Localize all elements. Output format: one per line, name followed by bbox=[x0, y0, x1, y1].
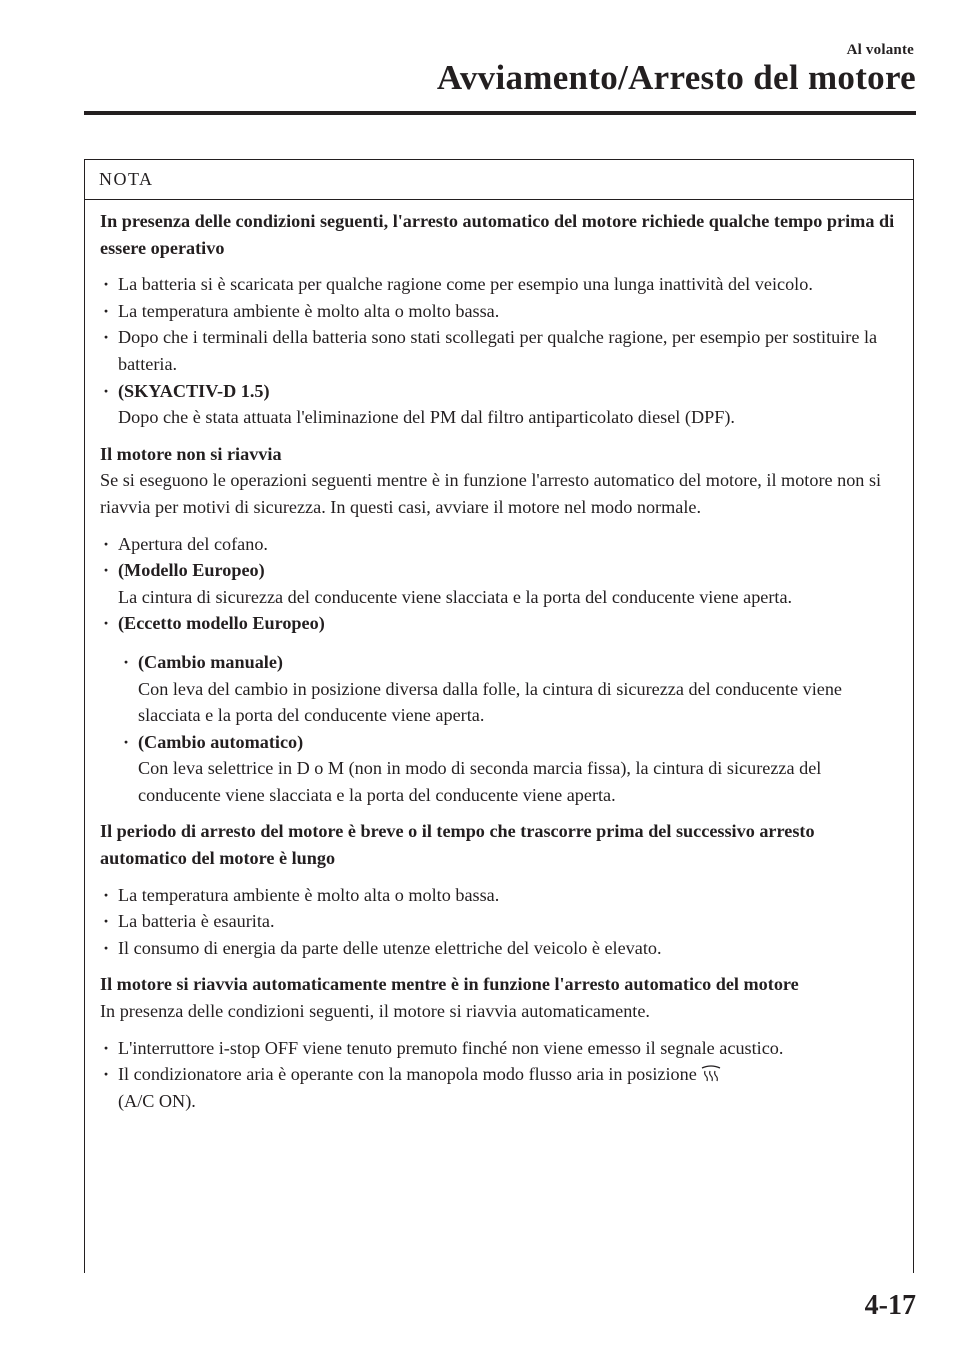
block3-list bbox=[100, 882, 897, 962]
note-block-2 bbox=[100, 441, 897, 809]
list-item: · La batteria è esaurita. bbox=[100, 908, 897, 935]
item-tag: (Modello Europeo) bbox=[118, 560, 265, 581]
bullet-icon: · bbox=[103, 937, 110, 958]
list-item: · La batteria si è scaricata per qualche ragione come per esempio una lunga inattività del veicolo. bbox=[100, 271, 897, 298]
note-box bbox=[84, 159, 914, 1273]
section-label: Al volante bbox=[846, 42, 914, 58]
item-tag: (Eccetto modello Europeo) bbox=[118, 613, 325, 634]
sub-list-item: · (Cambio automatico) Con leva selettrice in D o M (non in modo di seconda marcia fissa), la cintura di sicurezza del conducente viene slacciata e la porta del conducente viene aperta. bbox=[100, 729, 897, 809]
list-item: · La temperatura ambiente è molto alta o molto bassa. bbox=[100, 298, 897, 325]
bullet-icon: · bbox=[103, 274, 110, 295]
block2-intro: Se si eseguono le operazioni seguenti mentre è in funzione l'arresto automatico del motore, il motore non si riavvia per motivi di sicurezza. In questi casi, avviare il motore nel modo normale. bbox=[100, 470, 882, 517]
bullet-icon: · bbox=[103, 884, 110, 905]
block4-list bbox=[100, 1035, 897, 1115]
list-item: · Il condizionatore aria è operante con la manopola modo flusso aria in posizione (A/C ON). bbox=[100, 1061, 897, 1114]
note-block-1 bbox=[100, 208, 897, 431]
list-item bbox=[100, 610, 897, 808]
list-item: · La temperatura ambiente è molto alta o molto bassa. bbox=[100, 882, 897, 909]
block2-list bbox=[100, 531, 897, 809]
bullet-icon: · bbox=[123, 651, 130, 672]
block1-list bbox=[100, 271, 897, 431]
list-item: · Dopo che i terminali della batteria sono stati scollegati per qualche ragione, per esempio per sostituire la batteria. bbox=[100, 324, 897, 377]
note-block-3 bbox=[100, 818, 897, 961]
bullet-icon: · bbox=[103, 560, 110, 581]
block4-intro: In presenza delle condizioni seguenti, il motore si riavvia automaticamente. bbox=[100, 1001, 650, 1022]
item-tag: (SKYACTIV-D 1.5) bbox=[118, 380, 270, 401]
block3-heading: Il periodo di arresto del motore è breve o il tempo che trascorre prima del successivo arresto automatico del motore è lungo bbox=[100, 821, 815, 869]
block4-heading: Il motore si riavvia automaticamente mentre è in funzione l'arresto automatico del motore bbox=[100, 974, 799, 995]
list-item: · Apertura del cofano. bbox=[100, 531, 897, 558]
defroster-icon bbox=[700, 1064, 722, 1082]
list-item: · Il consumo di energia da parte delle utenze elettriche del veicolo è elevato. bbox=[100, 935, 897, 962]
note-label: NOTA bbox=[85, 160, 913, 200]
bullet-icon: · bbox=[103, 1037, 110, 1058]
bullet-icon: · bbox=[103, 327, 110, 348]
block2-sublist bbox=[100, 649, 897, 809]
block2-heading: Il motore non si riavvia bbox=[100, 443, 282, 464]
bullet-icon: · bbox=[103, 533, 110, 554]
page-number: 4-17 bbox=[864, 1290, 916, 1321]
list-item: · (Modello Europeo) La cintura di sicurezza del conducente viene slacciata e la porta del conducente viene aperta. bbox=[100, 557, 897, 610]
bullet-icon: · bbox=[103, 300, 110, 321]
note-body bbox=[85, 200, 913, 1114]
item-tag: (Cambio manuale) bbox=[138, 651, 283, 672]
page-title: Avviamento/Arresto del motore bbox=[436, 58, 916, 97]
bullet-icon: · bbox=[103, 911, 110, 932]
note-block-4 bbox=[100, 971, 897, 1114]
bullet-icon: · bbox=[103, 380, 110, 401]
bullet-icon: · bbox=[103, 613, 110, 634]
list-item: · L'interruttore i-stop OFF viene tenuto premuto finché non viene emesso il segnale acustico. bbox=[100, 1035, 897, 1062]
block1-heading: In presenza delle condizioni seguenti, l'arresto automatico del motore richiede qualche tempo prima di essere operativo bbox=[100, 211, 895, 258]
bullet-icon: · bbox=[103, 1064, 110, 1085]
bullet-icon: · bbox=[123, 731, 130, 752]
list-item: · (SKYACTIV-D 1.5) Dopo che è stata attuata l'eliminazione del PM dal filtro antiparticolato diesel (DPF). bbox=[100, 378, 897, 431]
header-rule bbox=[84, 111, 916, 115]
sub-list-item: · (Cambio manuale) Con leva del cambio in posizione diversa dalla folle, la cintura di sicurezza del conducente viene slacciata e la porta del conducente viene aperta. bbox=[100, 649, 897, 729]
item-tag: (Cambio automatico) bbox=[138, 731, 304, 752]
